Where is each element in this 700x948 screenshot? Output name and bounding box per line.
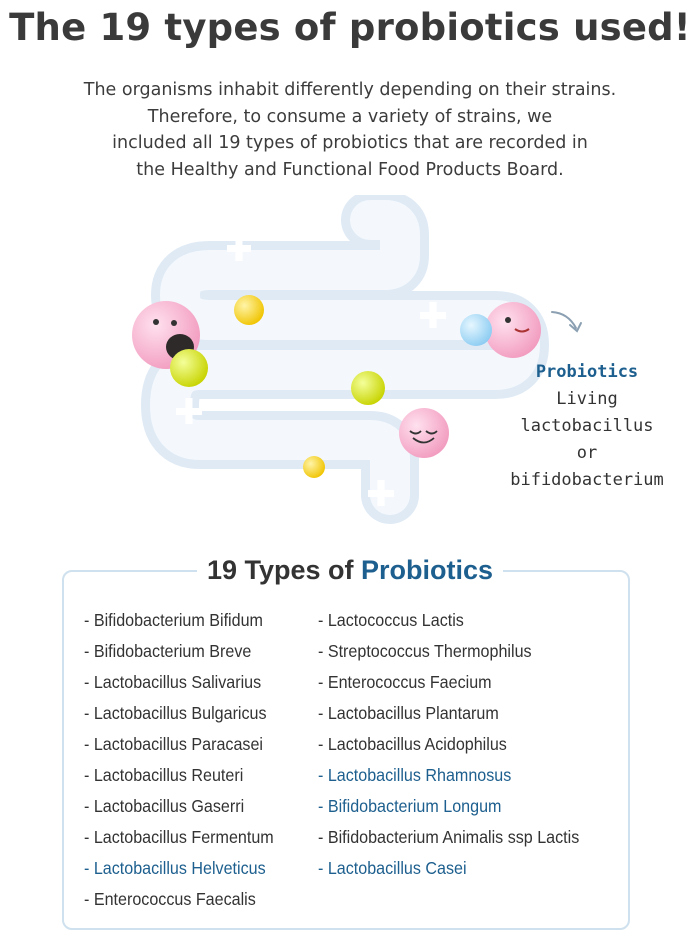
caption-line: bifidobacterium bbox=[510, 470, 664, 490]
probiotic-item: - Lactobacillus Paracasei bbox=[84, 734, 263, 754]
probiotic-item: - Lactobacillus Helveticus bbox=[84, 858, 266, 878]
intro-line: included all 19 types of probiotics that are recorded in bbox=[112, 133, 588, 153]
probiotic-item: - Lactobacillus Acidophilus bbox=[318, 734, 507, 754]
caption-line: Living bbox=[556, 389, 618, 409]
probiotic-item: - Lactobacillus Fermentum bbox=[84, 827, 274, 847]
probiotic-item: - Lactobacillus Casei bbox=[318, 858, 467, 878]
page-title: The 19 types of probiotics used! bbox=[9, 6, 691, 49]
intro-paragraph bbox=[30, 77, 670, 183]
intro-line: The organisms inhabit differently depending on their strains. bbox=[83, 80, 617, 100]
probiotic-item: - Lactobacillus Bulgaricus bbox=[84, 703, 267, 723]
caption-accent: Probiotics bbox=[535, 362, 639, 382]
probiotic-item: - Lactococcus Lactis bbox=[318, 610, 464, 630]
probiotic-item: - Streptococcus Thermophilus bbox=[318, 641, 532, 661]
caption-line: lactobacillus bbox=[520, 416, 654, 436]
intro-line: Therefore, to consume a variety of strains, we bbox=[147, 106, 553, 127]
probiotic-item: - Lactobacillus Rhamnosus bbox=[318, 765, 512, 785]
probiotic-item: - Lactobacillus Plantarum bbox=[318, 703, 499, 723]
probiotic-item: - Lactobacillus Reuteri bbox=[84, 765, 244, 785]
bacteria-ball-blue bbox=[460, 314, 492, 346]
arrow-icon bbox=[552, 312, 581, 331]
probiotic-item: - Bifidobacterium Longum bbox=[318, 796, 502, 816]
bacteria-ball-lime bbox=[170, 349, 208, 387]
probiotic-item: - Bifidobacterium Animalis ssp Lactis bbox=[318, 827, 580, 847]
caption-line: or bbox=[576, 443, 598, 463]
probiotics-column-left bbox=[84, 607, 290, 917]
probiotic-item: - Lactobacillus Salivarius bbox=[84, 672, 262, 692]
list-title-prefix: 19 Types of bbox=[206, 555, 354, 585]
bacteria-face-winking bbox=[485, 302, 541, 358]
intro-line: the Healthy and Functional Food Products Board. bbox=[136, 159, 564, 180]
probiotic-item: - Lactobacillus Gaserri bbox=[84, 796, 245, 816]
bacteria-ball-lime bbox=[351, 371, 385, 405]
probiotic-item: - Enterococcus Faecalis bbox=[84, 889, 256, 909]
list-box-title bbox=[0, 552, 700, 588]
bacteria-face-smiling bbox=[399, 408, 449, 458]
probiotic-item: - Bifidobacterium Bifidum bbox=[84, 610, 263, 630]
list-title-accent: Probiotics bbox=[361, 555, 494, 585]
probiotics-caption bbox=[492, 359, 682, 494]
probiotic-item: - Enterococcus Faecium bbox=[318, 672, 492, 692]
probiotics-column-right bbox=[318, 607, 602, 886]
probiotic-item: - Bifidobacterium Breve bbox=[84, 641, 252, 661]
